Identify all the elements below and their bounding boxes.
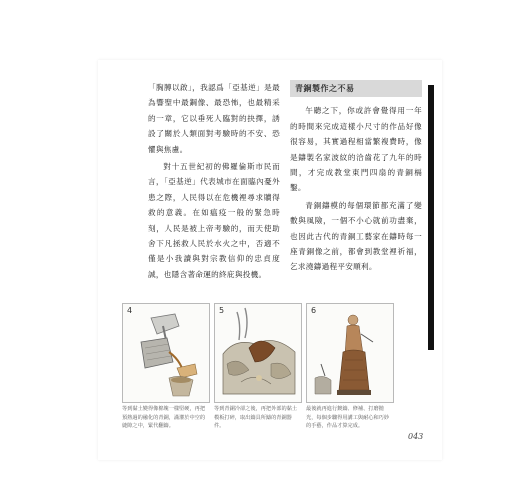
illustration-panel-4 [122,303,210,403]
right-paragraph-1: 午聽之下，你或許會覺得用一年的時間來完成這樣小尺寸的作品好像很容易，其實過程相當繁複費時，像是鑄製名家波紋的洽齒花了九年的時間，才完成教堂東門四扇的青銅槅鑿。 [290,106,422,193]
page-number: 043 [408,432,424,441]
section-heading: 青銅製作之不易 [290,80,422,97]
panel-caption-6: 最後就再進行鍍鑄、修補、打磨拋光，每個步驟得用講工與耐心和巧妙的手藝，作品才算完成。 [306,406,390,430]
breaking-mold-illustration [215,304,301,402]
page-edge-bar [428,85,434,350]
left-paragraph-2: 對十五世紀初的佛羅倫斯市民而言，「亞基逆」代表城市在面臨內憂外患之際，人民得以在危機裡尋求贖得救的意義。在如瘟疫一般的緊急時刻，人民是被上帝考驗的，而天使助舍下凡拯救人民於水火之中，否適不僅是小我讀與對宗教信仰的忠貞度誠，也隱含著命運的終庇與投機。 [148,162,280,279]
casting-pour-illustration [123,304,209,402]
right-paragraph-2: 青銅鑄模的每個環節都充滿了變數與風險，一個不小心就前功盡棄，也因此古代的青銅工藝家在鑄時每一座青銅像之前，都會到教堂裡祈福，乞求澆鑄過程平安順利。 [290,200,422,272]
panel-number: 5 [219,306,225,315]
finishing-statue-illustration [307,304,393,402]
panel-number: 6 [311,306,317,315]
panel-number: 4 [127,306,133,315]
panel-caption-4: 等到黏土變得像棉塊一樣堅硬，再把預熱過的融化的青銅，滿灌於中空的縫隙之中，緊代翻鑄。 [122,406,206,430]
panel-caption-5: 等到青銅冷卻之後，再把外部的黏土模板打碎，取出鑄具所鑄的青銅器件。 [214,406,298,430]
left-paragraph-1: 「胸膊以啟」，我認爲「亞基逆」是最為響聖中最鋼像、最恐怖，也最精采的一章，它以垂死人臨對的抉擇，誘設了關於人類面對考驗時的不安、恐懼與焦慮。 [148,83,280,154]
illustration-panel-6 [306,303,394,403]
left-text-column [148,80,280,282]
illustration-panel-5 [214,303,302,403]
right-text-column [290,80,422,275]
